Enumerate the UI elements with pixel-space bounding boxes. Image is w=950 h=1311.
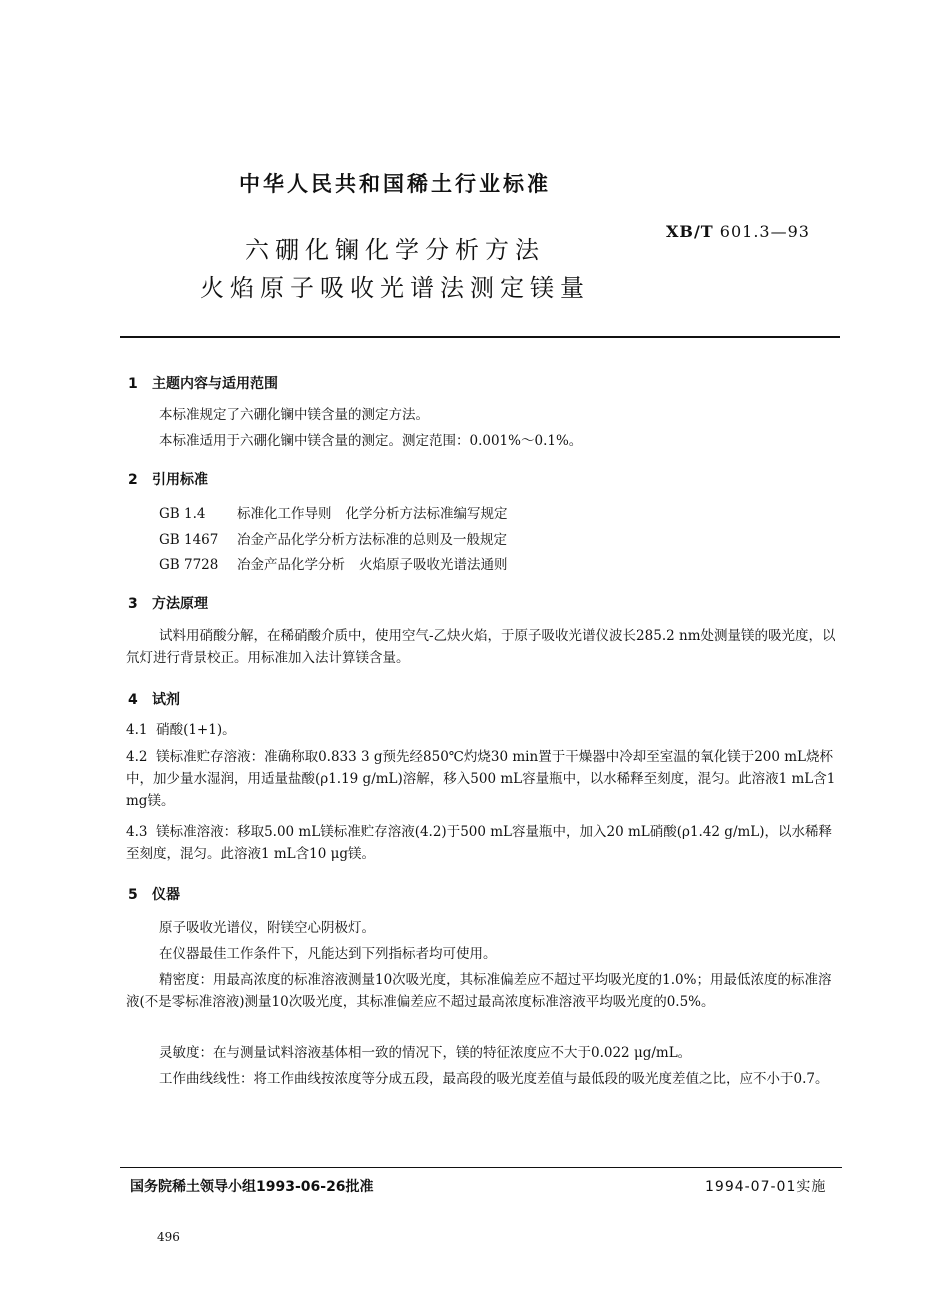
reagent-item: 4.3 镁标准溶液：移取5.00 mL镁标准贮存溶液(4.2)于500 mL容量瓶中，加入20 mL硝酸(ρ1.42 g/mL)，以水稀释至刻度，混匀。此溶液1 mL含10 μg镁。 — [126, 824, 833, 862]
effective-date: 1994-07-01实施 — [705, 1179, 827, 1195]
document-title-line1: 六硼化镧化学分析方法 — [245, 236, 545, 264]
bottom-divider — [120, 1167, 842, 1168]
page-number: 496 — [157, 1230, 180, 1244]
section-5-heading: 5 仪器 — [128, 887, 180, 903]
precision-paragraph: 精密度：用最高浓度的标准溶液测量10次吸光度，其标准偏差应不超过平均吸光度的1.0%；用最低浓度的标准溶液(不是零标准溶液)测量10次吸光度，其标准偏差应不超过最高浓度标准溶液平均吸光度的0.5%。 — [126, 972, 832, 1010]
reference-item: GB 7728 冶金产品化学分析 火焰原子吸收光谱法通则 — [159, 557, 508, 573]
section-1-heading: 1 主题内容与适用范围 — [128, 376, 278, 392]
reference-item: GB 1.4 标准化工作导则 化学分析方法标准编写规定 — [159, 506, 508, 522]
section-1-line-2: 本标准适用于六硼化镧中镁含量的测定。测定范围：0.001%～0.1%。 — [159, 433, 583, 449]
section-1-line-1: 本标准规定了六硼化镧中镁含量的测定方法。 — [159, 407, 429, 423]
linearity-paragraph: 工作曲线线性：将工作曲线按浓度等分成五段，最高段的吸光度差值与最低段的吸光度差值之比，应不小于0.7。 — [159, 1071, 829, 1087]
section-2-heading: 2 引用标准 — [128, 472, 208, 488]
section-5-line-1: 原子吸收光谱仪，附镁空心阴极灯。 — [159, 920, 375, 936]
org-title: 中华人民共和国稀土行业标准 — [239, 172, 551, 196]
section-3-text: 试料用硝酸分解，在稀硝酸介质中，使用空气-乙炔火焰，于原子吸收光谱仪波长285.2 nm处测量镁的吸光度，以氘灯进行背景校正。用标准加入法计算镁含量。 — [126, 628, 836, 666]
reagent-item: 4.2 镁标准贮存溶液：准确称取0.833 3 g预先经850℃灼烧30 min置于干燥器中冷却至室温的氧化镁于200 mL烧杯中，加少量水湿润，用适量盐酸(ρ1.19 g/mL)溶解，移入500 mL容量瓶中，以水稀释至刻度，混匀。此溶液1 mL含1 mg镁。 — [126, 749, 836, 809]
reference-item: GB 1467 冶金产品化学分析方法标准的总则及一般规定 — [159, 532, 507, 548]
top-divider — [120, 336, 840, 338]
standard-code-number: 601.3—93 — [719, 222, 810, 241]
document-title-line2: 火焰原子吸收光谱法测定镁量 — [200, 274, 590, 302]
sensitivity-paragraph: 灵敏度：在与测量试料溶液基体相一致的情况下，镁的特征浓度应不大于0.022 μg/mL。 — [159, 1045, 692, 1061]
approval-note: 国务院稀土领导小组1993-06-26批准 — [130, 1179, 374, 1195]
standard-code-prefix: XB/T — [666, 222, 714, 241]
section-3-heading: 3 方法原理 — [128, 596, 208, 612]
section-5-line-2: 在仪器最佳工作条件下，凡能达到下列指标者均可使用。 — [159, 946, 497, 962]
section-4-heading: 4 试剂 — [128, 692, 180, 708]
reagent-item: 4.1 硝酸(1+1)。 — [126, 722, 236, 738]
